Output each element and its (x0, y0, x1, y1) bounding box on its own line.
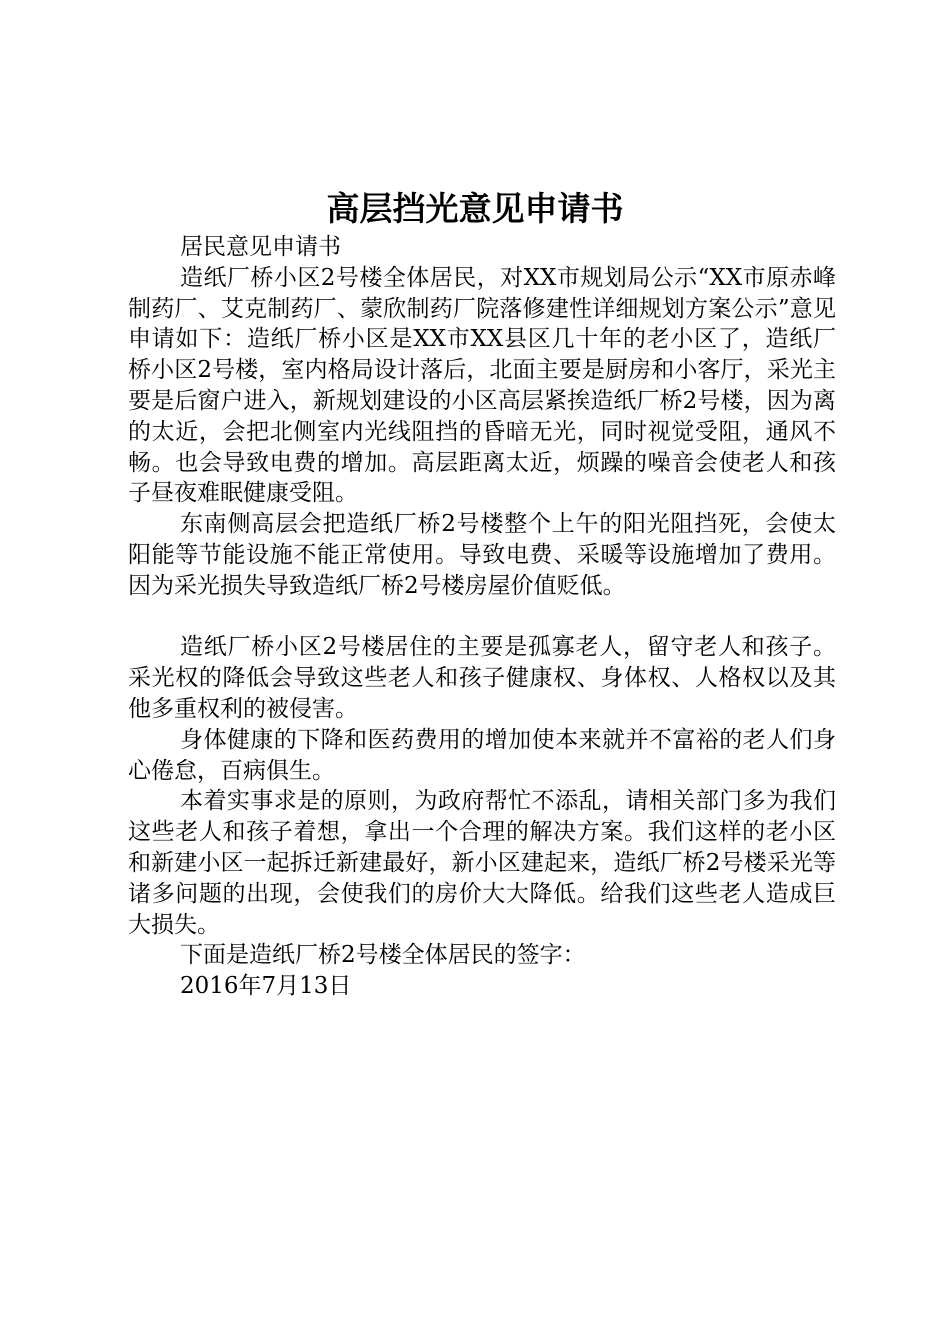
paragraph-heading: 居民意见申请书 (180, 234, 341, 260)
paragraph-spacer (128, 602, 836, 633)
paragraph-intro: 造纸厂桥小区2号楼全体居民，对XX市规划局公示“XX市原赤峰制药厂、艾克制药厂、蒙欣制药厂院落修建性详细规划方案公示”意见申请如下：造纸厂桥小区是XX市XX县区几十年的老小区了，造纸厂桥小区2号楼，室内格局设计落后，北面主要是厨房和小客厅，采光主要是后窗户进入，新规划建设的小区高层紧挨造纸厂桥2号楼，因为离的太近，会把北侧室内光线阻挡的昏暗无光，同时视觉受阻，通风不畅。也会导致电费的增加。高层距离太近，烦躁的噪音会使老人和孩子昼夜难眠健康受阻。 (128, 264, 836, 507)
paragraph-signature: 下面是造纸厂桥2号楼全体居民的签字： (180, 942, 586, 969)
paragraph-request: 本着实事求是的原则，为政府帮忙不添乱，请相关部门多为我们这些老人和孩子着想，拿出一个合理的解决方案。我们这样的老小区和新建小区一起拆迁新建最好，新小区建起来，造纸厂桥2号楼采光等诸多问题的出现，会使我们的房价大大降低。给我们这些老人造成巨大损失。 (128, 788, 836, 938)
paragraph-residents: 造纸厂桥小区2号楼居住的主要是孤寡老人，留守老人和孩子。采光权的降低会导致这些老人和孩子健康权、身体权、人格权以及其他多重权利的被侵害。 (128, 634, 836, 722)
paragraph-health: 身体健康的下降和医药费用的增加使本来就并不富裕的老人们身心倦怠，百病俱生。 (128, 726, 836, 784)
document-title: 高层挡光意见申请书 (326, 189, 624, 228)
paragraph-southeast: 东南侧高层会把造纸厂桥2号楼整个上午的阳光阻挡死，会使太阳能等节能设施不能正常使用。导致电费、采暖等设施增加了费用。因为采光损失导致造纸厂桥2号楼房屋价值贬低。 (128, 511, 836, 599)
document-body (128, 232, 836, 1002)
paragraph-date: 2016年7月13日 (180, 973, 352, 1000)
